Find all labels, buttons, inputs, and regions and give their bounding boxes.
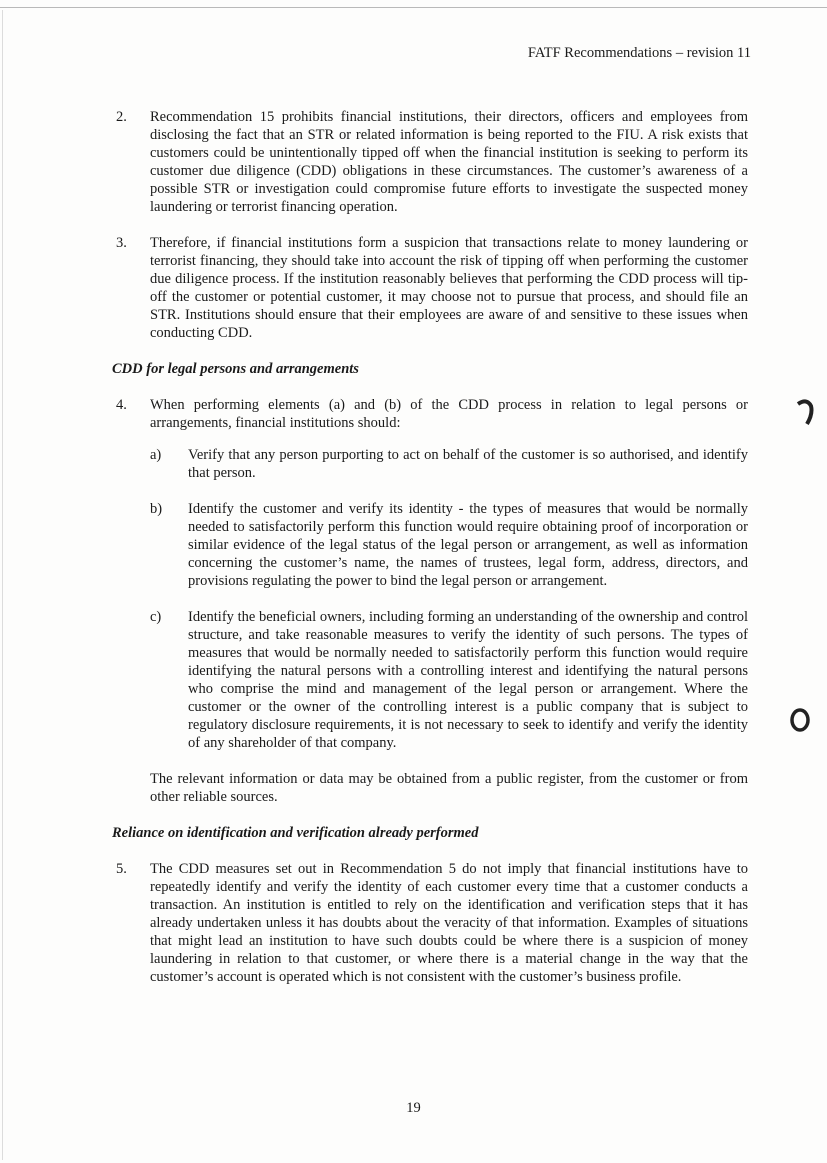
sub-item-label: b) <box>150 501 163 517</box>
page-header: FATF Recommendations – revision 11 <box>527 45 751 61</box>
paragraph-4 <box>112 396 748 752</box>
sub-item-text: Identify the beneficial owners, including forming an understanding of the ownership and control structure, and take reasonable measures to verify the identity of such persons. The types of measures that would be normally needed to satisfactorily perform this function would require identifying the natural persons with a controlling interest and identifying the natural persons who comprise the mind and management of the legal person or arrangement. Where the customer or the owner of the controlling interest is a public company that is subject to regulatory disclosure requirements, it is not necessary to seek to identify and verify the identity of any shareholder of that company. <box>188 609 748 751</box>
paragraph-5 <box>112 860 748 986</box>
sub-item-list <box>150 446 748 752</box>
sub-item-label: a) <box>150 447 162 463</box>
section-heading-legal-persons: CDD for legal persons and arrangements <box>112 361 359 377</box>
sub-item-text: Identify the customer and verify its identity - the types of measures that would be normally needed to satisfactorily perform this function would require obtaining proof of incorporation or similar evidence of the legal status of the legal person or arrangement, as well as information concerning the customer’s name, the names of trustees, legal form, address, directors, and provisions regulating the power to bind the legal person or arrangement. <box>188 501 748 589</box>
paragraph-3 <box>112 234 748 342</box>
top-edge-line <box>0 7 827 8</box>
sub-item-c <box>150 608 748 752</box>
paragraph-number: 3. <box>116 235 127 251</box>
sub-item-label: c) <box>150 609 162 625</box>
paragraph-number: 2. <box>116 109 127 125</box>
left-edge-line <box>2 10 3 1160</box>
paragraph-number: 4. <box>116 397 127 413</box>
paragraph-text: Recommendation 15 prohibits financial institutions, their directors, officers and employees from disclosing the fact that an STR or related information is being reported to the FIU. A risk exists that customers could be unintentionally tipped off when the financial institution is seeking to perform its customer due diligence (CDD) obligations in these circumstances. The customer’s awareness of a possible STR or investigation could compromise future efforts to investigate the suspected money laundering or terrorist financing operation. <box>150 109 748 215</box>
sub-item-b <box>150 500 748 590</box>
paragraph-2 <box>112 108 748 216</box>
page-number: 19 <box>406 1100 421 1116</box>
paragraph-number: 5. <box>116 861 127 877</box>
punch-hole-mark-bottom <box>788 706 812 739</box>
page-body <box>112 108 748 1004</box>
paragraph-text: The CDD measures set out in Recommendation 5 do not imply that financial institutions have to repeatedly identify and verify the identity of each customer every time that a customer conducts a transaction. An institution is entitled to rely on the identification and verification steps that it has already undertaken unless it has doubts about the veracity of that information. Examples of situations that might lead an institution to have such doubts could be where there is a suspicion of money laundering in relation to that customer, or where there is a material change in the way that the customer’s account is operated which is not consistent with the customer’s business profile. <box>150 861 748 985</box>
section-heading-reliance: Reliance on identification and verification already performed <box>112 825 479 841</box>
sub-item-a <box>150 446 748 482</box>
sub-item-text: Verify that any person purporting to act on behalf of the customer is so authorised, and identify that person. <box>188 447 748 481</box>
paragraph-text: Therefore, if financial institutions form a suspicion that transactions relate to money laundering or terrorist financing, they should take into account the risk of tipping off when performing the customer due diligence process. If the institution reasonably believes that performing the CDD process will tip-off the customer or potential customer, it may choose not to pursue that process, and should file an STR. Institutions should ensure that their employees are aware of and sensitive to these issues when conducting CDD. <box>150 235 748 341</box>
paragraph-text: When performing elements (a) and (b) of the CDD process in relation to legal persons or arrangements, financial institutions should: <box>150 397 748 431</box>
paragraph-4-closing: The relevant information or data may be obtained from a public register, from the customer or from other reliable sources. <box>150 771 748 805</box>
punch-hole-mark-top <box>795 398 815 434</box>
